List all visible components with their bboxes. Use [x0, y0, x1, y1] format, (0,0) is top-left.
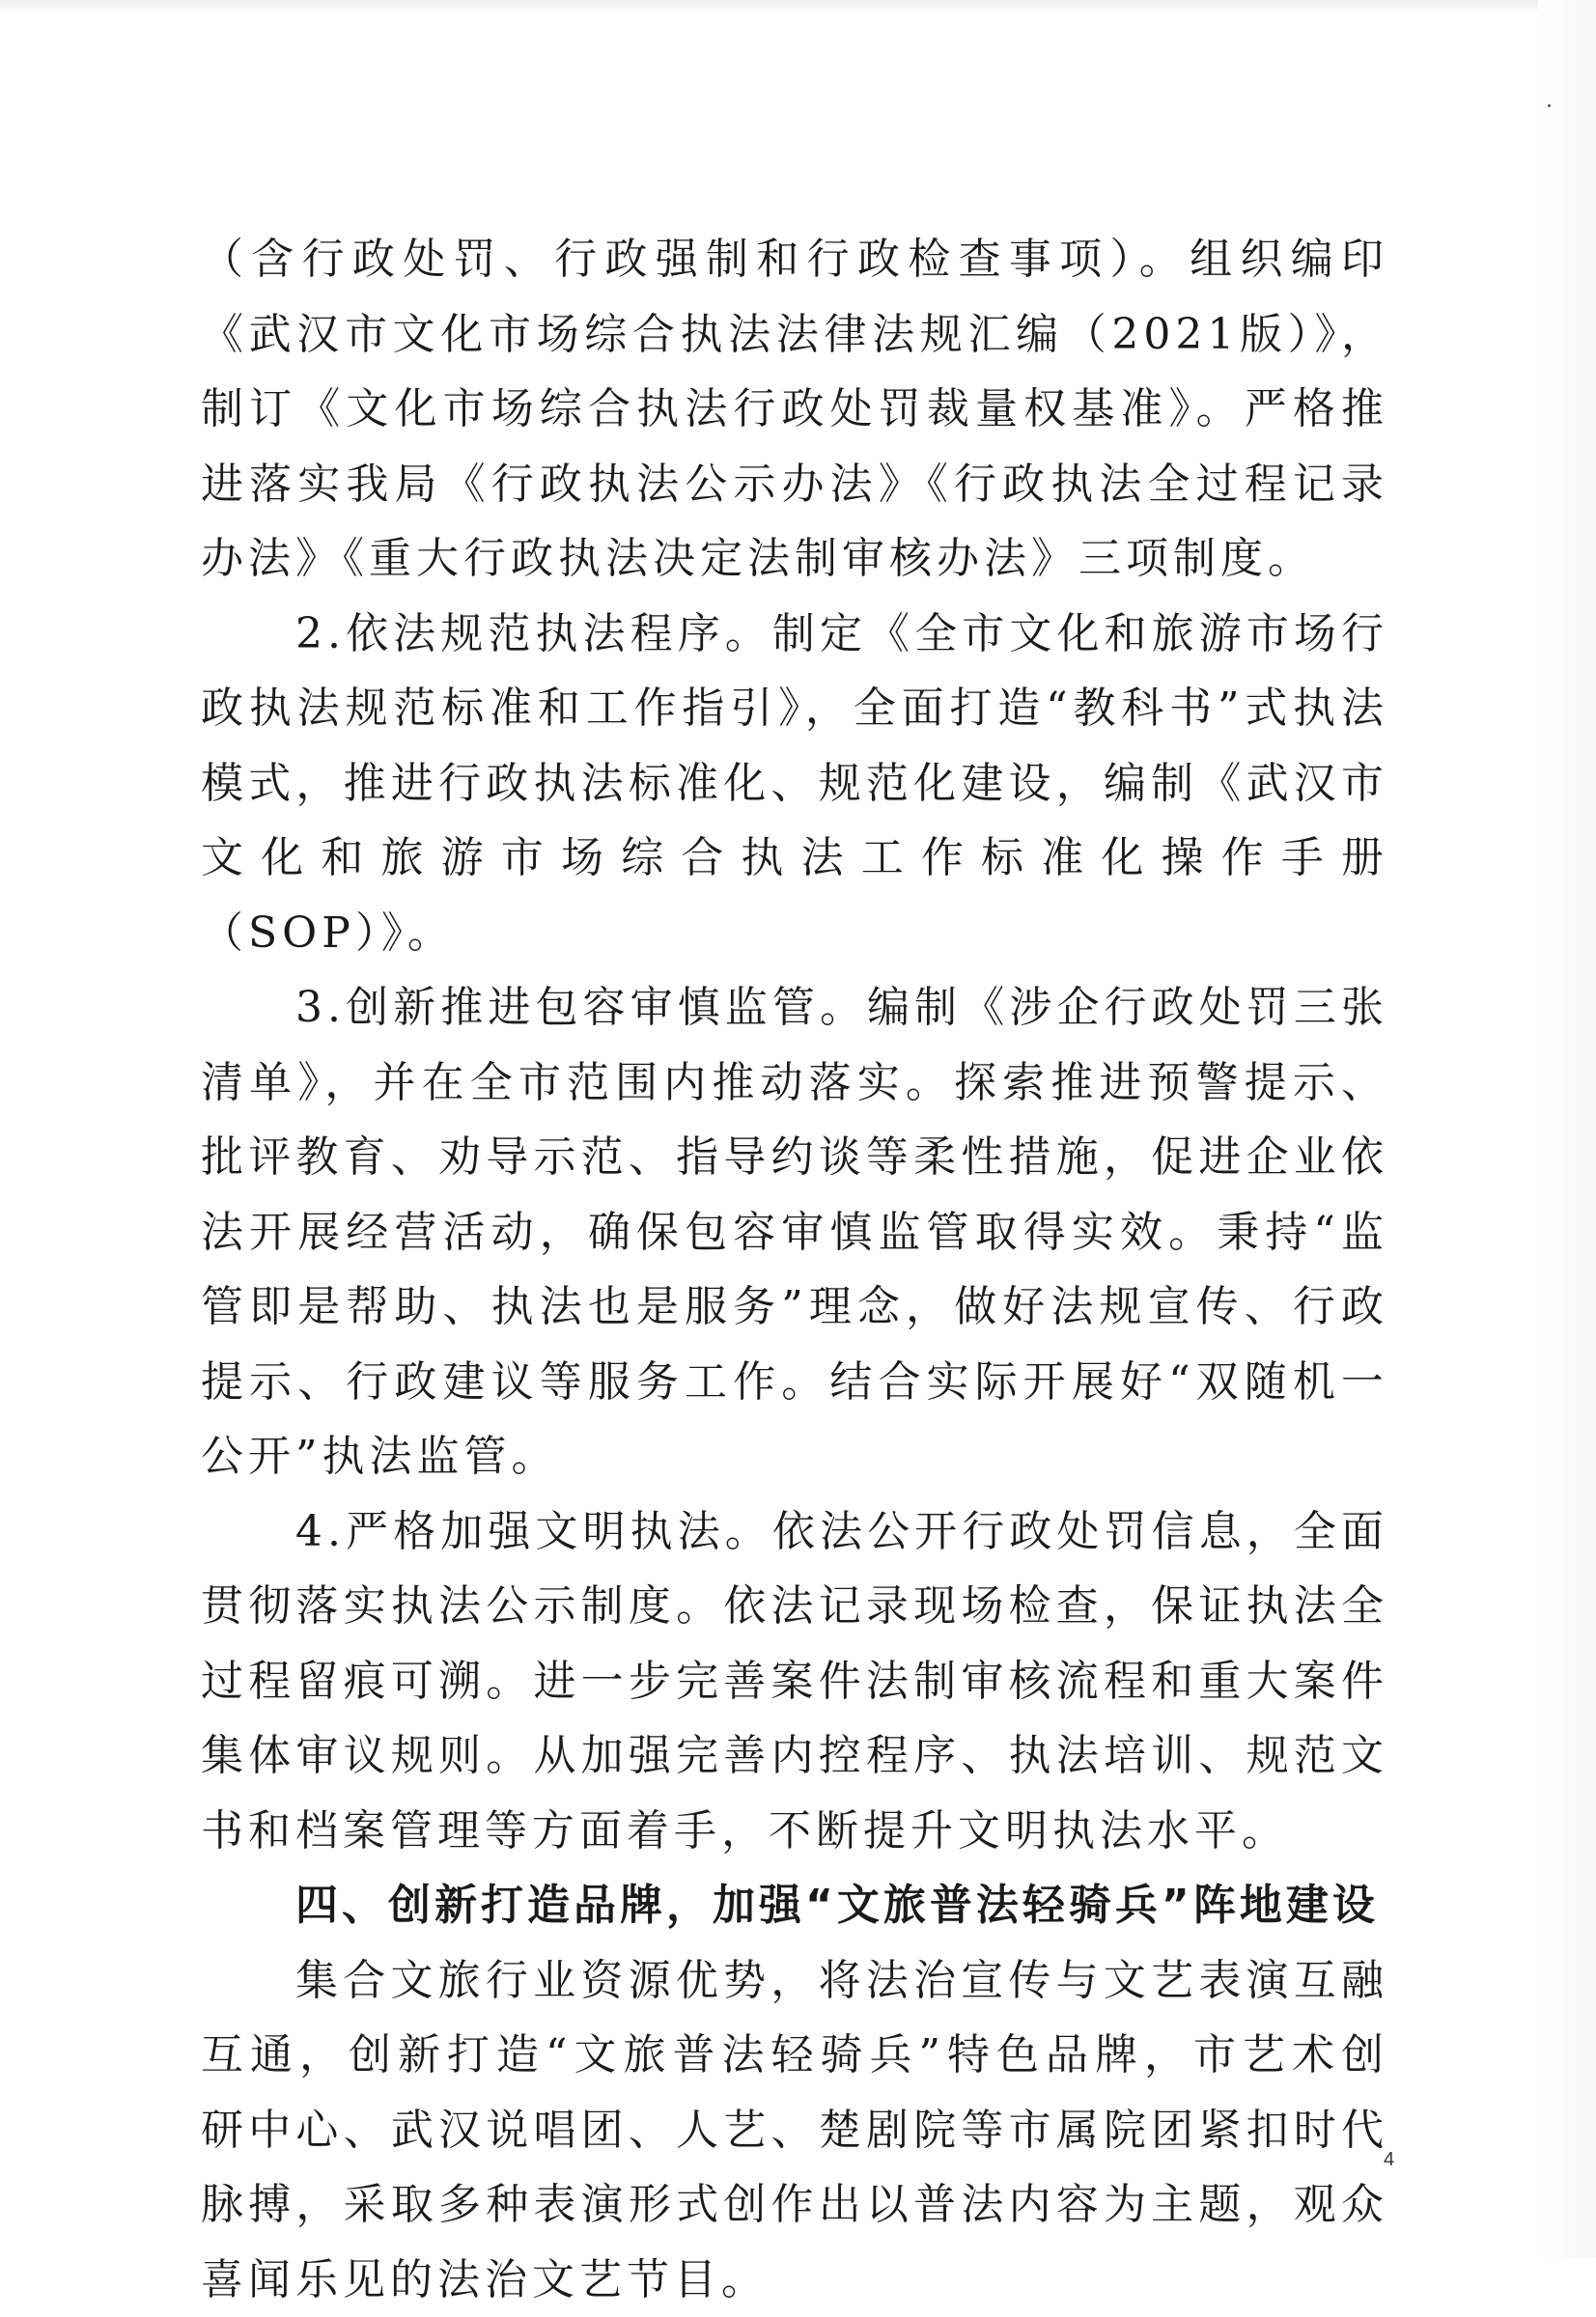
page-number: 4: [1384, 2149, 1394, 2171]
paragraph-item-3: 3.创新推进包容审慎监管。编制《涉企行政处罚三张清单》，并在全市范围内推动落实。探索推进预警提示、批评教育、劝导示范、指导约谈等柔性措施，促进企业依法开展经营活动，确保包容审慎监管取得实效。秉持“监管即是帮助、执法也是服务”理念，做好法规宣传、行政提示、行政建议等服务工作。结合实际开展好“双随机一公开”执法监管。: [201, 970, 1388, 1494]
paragraph-continued: （含行政处罚、行政强制和行政检查事项）。组织编印《武汉市文化市场综合执法法律法规汇编（2021版）》，制订《文化市场综合执法行政处罚裁量权基准》。严格推进落实我局《行政执法公示办法》《行政执法全过程记录办法》《重大行政执法决定法制审核办法》三项制度。: [201, 222, 1388, 597]
document-body: [201, 222, 1388, 2317]
paragraph-item-2: 2.依法规范执法程序。制定《全市文化和旅游市场行政执法规范标准和工作指引》，全面打造“教科书”式执法模式，推进行政执法标准化、规范化建设，编制《武汉市文化和旅游市场综合执法工作标准化操作手册（SOP）》。: [201, 597, 1388, 971]
scan-top-edge: [0, 0, 1596, 14]
paragraph-item-4: 4.严格加强文明执法。依法公开行政处罚信息，全面贯彻落实执法公示制度。依法记录现场检查，保证执法全过程留痕可溯。进一步完善案件法制审核流程和重大案件集体审议规则。从加强完善内控程序、执法培训、规范文书和档案管理等方面着手，不断提升文明执法水平。: [201, 1494, 1388, 1869]
scan-right-edge: [1538, 0, 1596, 2257]
paragraph-section-4-body: 集合文旅行业资源优势，将法治宣传与文艺表演互融互通，创新打造“文旅普法轻骑兵”特色品牌，市艺术创研中心、武汉说唱团、人艺、楚剧院等市属院团紧扣时代脉搏，采取多种表演形式创作出以普法内容为主题，观众喜闻乐见的法治文艺节目。: [201, 1943, 1388, 2317]
section-heading-4: 四、创新打造品牌，加强“文旅普法轻骑兵”阵地建设: [201, 1868, 1388, 1943]
scan-speck: [1548, 104, 1551, 107]
